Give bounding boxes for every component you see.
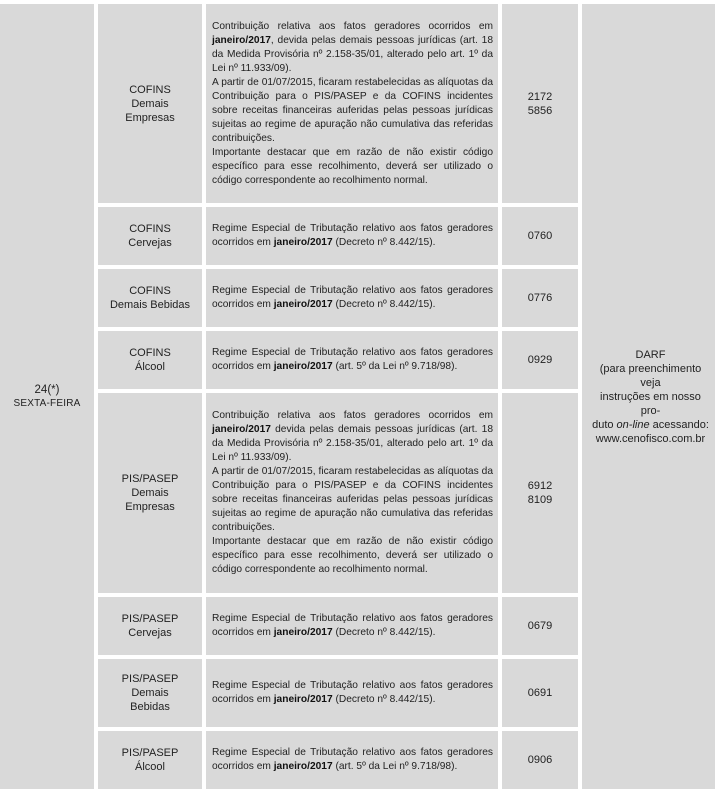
revenue-code: 0760 — [502, 207, 578, 265]
tax-description — [206, 4, 498, 203]
tax-name: COFINS Demais Empresas — [98, 4, 202, 203]
due-date-weekday: SEXTA-FEIRA — [13, 397, 81, 409]
tax-name: COFINS Álcool — [98, 331, 202, 389]
description-paragraph: A partir de 01/07/2015, ficaram restabelecidas as alíquotas da Contribuição para o PIS/PASEP e da COFINS incidentes sobre receitas financeiras auferidas pelas pessoas jurídicas sujeitas ao regime de apuração não cumulativa das referidas contribuições. — [212, 76, 493, 144]
revenue-code: 2172 5856 — [502, 4, 578, 203]
payment-note-line: duto on-line acessando: — [592, 418, 709, 431]
tax-description — [206, 731, 498, 789]
website-link[interactable]: www.cenofisco.com.br — [595, 432, 706, 445]
tax-name: PIS/PASEP Cervejas — [98, 597, 202, 655]
description-paragraph: Regime Especial de Tributação relativo aos fatos geradores ocorridos em janeiro/2017 (Decreto nº 8.442/15). — [212, 223, 493, 248]
description-paragraph: Regime Especial de Tributação relativo aos fatos geradores ocorridos em janeiro/2017 (Decreto nº 8.442/15). — [212, 285, 493, 310]
revenue-code: 6912 8109 — [502, 393, 578, 593]
tax-name: COFINS Cervejas — [98, 207, 202, 265]
revenue-code: 0776 — [502, 269, 578, 327]
description-paragraph: Regime Especial de Tributação relativo aos fatos geradores ocorridos em janeiro/2017 (art. 5º da Lei nº 9.718/98). — [212, 347, 493, 372]
tax-name: PIS/PASEP Álcool — [98, 731, 202, 789]
tax-name: COFINS Demais Bebidas — [98, 269, 202, 327]
payment-method-cell — [582, 4, 715, 789]
description-paragraph: Importante destacar que em razão de não existir código específico para esse recolhimento, deverá ser utilizado o código correspondente ao recolhimento normal. — [212, 536, 493, 575]
revenue-code: 0929 — [502, 331, 578, 389]
tax-description — [206, 269, 498, 327]
description-paragraph: Contribuição relativa aos fatos geradores ocorridos em janeiro/2017, devida pelas demais pessoas jurídicas (art. 18 da Medida Provisória nº 2.158-35/01, alterado pelo art. 1º da Lei nº 11.933/09). — [212, 20, 493, 74]
revenue-code: 0691 — [502, 659, 578, 727]
payment-note-line: (para preenchimento veja — [599, 362, 702, 389]
description-paragraph: A partir de 01/07/2015, ficaram restabelecidas as alíquotas da Contribuição para o PIS/PASEP e da COFINS incidentes sobre receitas financeiras auferidas pelas pessoas jurídicas sujeitas ao regime de apuração não cumulativa das referidas contribuições. — [212, 466, 493, 533]
tax-description — [206, 659, 498, 727]
tax-name: PIS/PASEP Demais Bebidas — [98, 659, 202, 727]
revenue-code: 0906 — [502, 731, 578, 789]
revenue-code: 0679 — [502, 597, 578, 655]
tax-description — [206, 597, 498, 655]
tax-description — [206, 331, 498, 389]
online-emphasis: on-line — [616, 418, 650, 431]
tax-description — [206, 207, 498, 265]
description-paragraph: Regime Especial de Tributação relativo aos fatos geradores ocorridos em janeiro/2017 (Decreto nº 8.442/15). — [212, 613, 493, 638]
payment-title: DARF — [635, 348, 666, 361]
tax-name: PIS/PASEP Demais Empresas — [98, 393, 202, 593]
description-paragraph: Importante destacar que em razão de não existir código específico para esse recolhimento, deverá ser utilizado o código correspondente ao recolhimento normal. — [212, 146, 493, 186]
tax-description — [206, 393, 498, 593]
description-paragraph: Contribuição relativa aos fatos geradores ocorridos em janeiro/2017 devida pelas demais pessoas jurídicas (art. 18 da Medida Provisória nº 2.158-35/01, alterado pelo art. 1º da Lei nº 11.933/09). — [212, 410, 493, 463]
description-paragraph: Regime Especial de Tributação relativo aos fatos geradores ocorridos em janeiro/2017 (art. 5º da Lei nº 9.718/98). — [212, 747, 493, 772]
payment-note-line: instruções em nosso pro- — [600, 390, 701, 417]
description-paragraph: Regime Especial de Tributação relativo aos fatos geradores ocorridos em janeiro/2017 (Decreto nº 8.442/15). — [212, 680, 493, 705]
due-date-day: 24(*) — [34, 383, 60, 396]
due-date-cell — [0, 4, 94, 789]
